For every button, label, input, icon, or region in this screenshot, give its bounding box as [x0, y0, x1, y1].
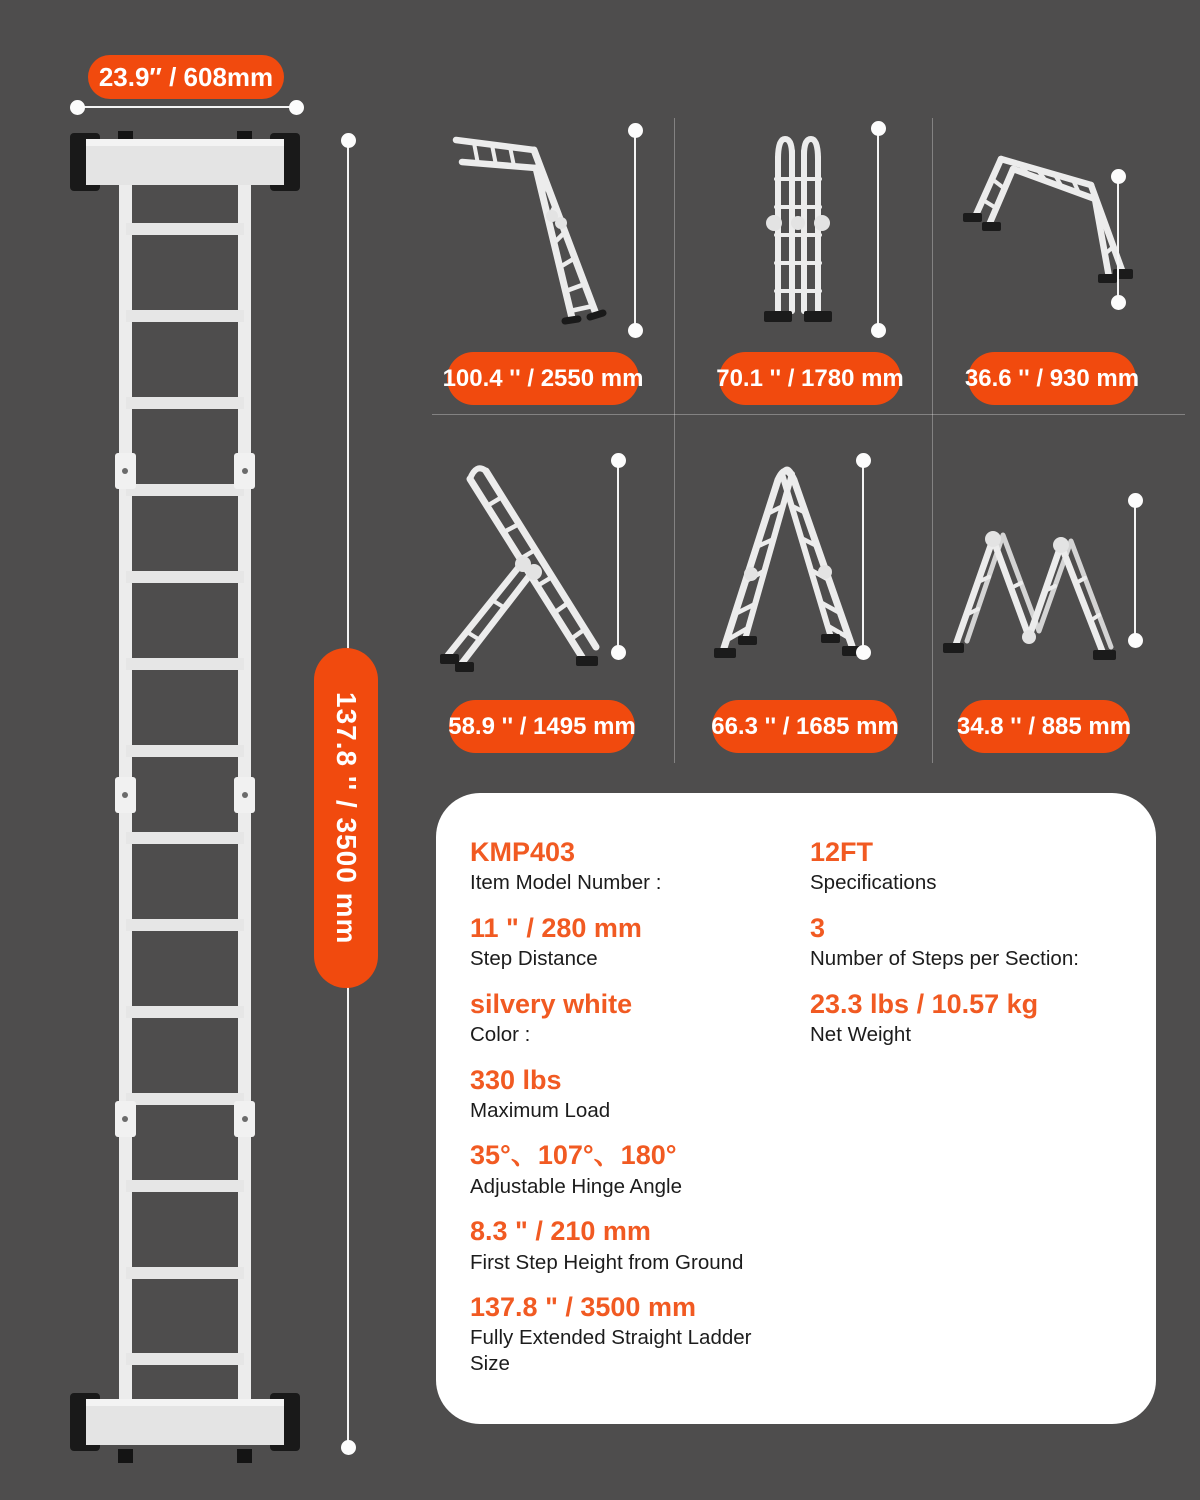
config-size-pill: 70.1 '' / 1780 mm: [719, 352, 901, 405]
dimension-endpoint-dot: [1128, 493, 1143, 508]
spec-column-right: [810, 837, 1130, 1065]
dimension-endpoint-dot: [1111, 169, 1126, 184]
config-size-pill: 66.3 '' / 1685 mm: [712, 700, 898, 753]
spec-item: [470, 989, 790, 1048]
spec-card: [436, 793, 1156, 1424]
dimension-endpoint-dot: [628, 123, 643, 138]
a-frame-illustration: [690, 450, 880, 690]
spec-value: 8.3 " / 210 mm: [470, 1216, 651, 1247]
compact-fold-illustration: [935, 495, 1135, 665]
dimension-endpoint-dot: [628, 323, 643, 338]
spec-value: 23.3 lbs / 10.57 kg: [810, 988, 1039, 1019]
dimension-endpoint-dot: [611, 453, 626, 468]
width-dimension-pill: 23.9″ / 608mm: [88, 55, 284, 99]
dimension-endpoint-dot: [611, 645, 626, 660]
straight-ladder-illustration: [68, 131, 302, 1465]
grid-divider: [674, 118, 675, 763]
spec-item: [810, 837, 1130, 896]
spec-item: [470, 1292, 790, 1376]
spec-label: First Step Height from Ground: [470, 1250, 744, 1274]
config-dimension-line: [862, 460, 864, 652]
spec-label: Fully Extended Straight Ladder Size: [470, 1326, 752, 1376]
stairway-illustration: [430, 455, 630, 690]
dimension-endpoint-dot: [289, 100, 304, 115]
height-dimension-pill: 137.8 '' / 3500 mm: [314, 648, 378, 988]
spec-column-left: [470, 837, 790, 1394]
dimension-endpoint-dot: [856, 645, 871, 660]
config-dimension-line: [877, 128, 879, 330]
dimension-endpoint-dot: [341, 1440, 356, 1455]
config-dimension-line: [634, 130, 636, 330]
config-dimension-line: [1117, 176, 1119, 302]
spec-label: Step Distance: [470, 947, 598, 971]
dimension-endpoint-dot: [1128, 633, 1143, 648]
spec-value: 137.8 " / 3500 mm: [470, 1292, 696, 1323]
dimension-endpoint-dot: [70, 100, 85, 115]
grid-divider: [932, 118, 933, 763]
spec-value: 330 lbs: [470, 1064, 562, 1095]
dimension-endpoint-dot: [341, 133, 356, 148]
grid-divider: [432, 414, 1185, 415]
config-size-pill: 34.8 '' / 885 mm: [958, 700, 1130, 753]
spec-item: [470, 1140, 790, 1199]
config-dimension-line: [1134, 500, 1136, 640]
spec-value: 11 " / 280 mm: [470, 912, 642, 943]
config-dimension-line: [617, 460, 619, 652]
dimension-endpoint-dot: [856, 453, 871, 468]
spec-label: Item Model Number :: [470, 871, 662, 895]
width-dimension-line: [78, 106, 296, 108]
folded-storage-illustration: [700, 115, 880, 345]
dimension-endpoint-dot: [871, 323, 886, 338]
spec-value: 35°、107°、180°: [470, 1140, 677, 1171]
config-size-pill: 100.4 '' / 2550 mm: [447, 352, 639, 405]
spec-label: Number of Steps per Section:: [810, 947, 1079, 971]
spec-item: [470, 1065, 790, 1124]
spec-label: Adjustable Hinge Angle: [470, 1174, 682, 1198]
spec-label: Net Weight: [810, 1022, 912, 1046]
spec-item: [470, 837, 790, 896]
dimension-endpoint-dot: [1111, 295, 1126, 310]
spec-item: [470, 1216, 790, 1275]
dimension-endpoint-dot: [871, 121, 886, 136]
spec-value: 3: [810, 912, 826, 943]
extension-lean-ladder-illustration: [440, 118, 640, 343]
config-size-pill: 36.6 '' / 930 mm: [968, 352, 1136, 405]
spec-item: [470, 913, 790, 972]
spec-label: Color :: [470, 1022, 531, 1046]
spec-item: [810, 989, 1130, 1048]
spec-label: Maximum Load: [470, 1098, 611, 1122]
spec-value: silvery white: [470, 988, 633, 1019]
spec-item: [810, 913, 1130, 972]
spec-value: KMP403: [470, 837, 576, 867]
config-size-pill: 58.9 '' / 1495 mm: [449, 700, 635, 753]
spec-label: Specifications: [810, 871, 937, 895]
spec-value: 12FT: [810, 837, 874, 867]
scaffold-illustration: [945, 125, 1145, 320]
